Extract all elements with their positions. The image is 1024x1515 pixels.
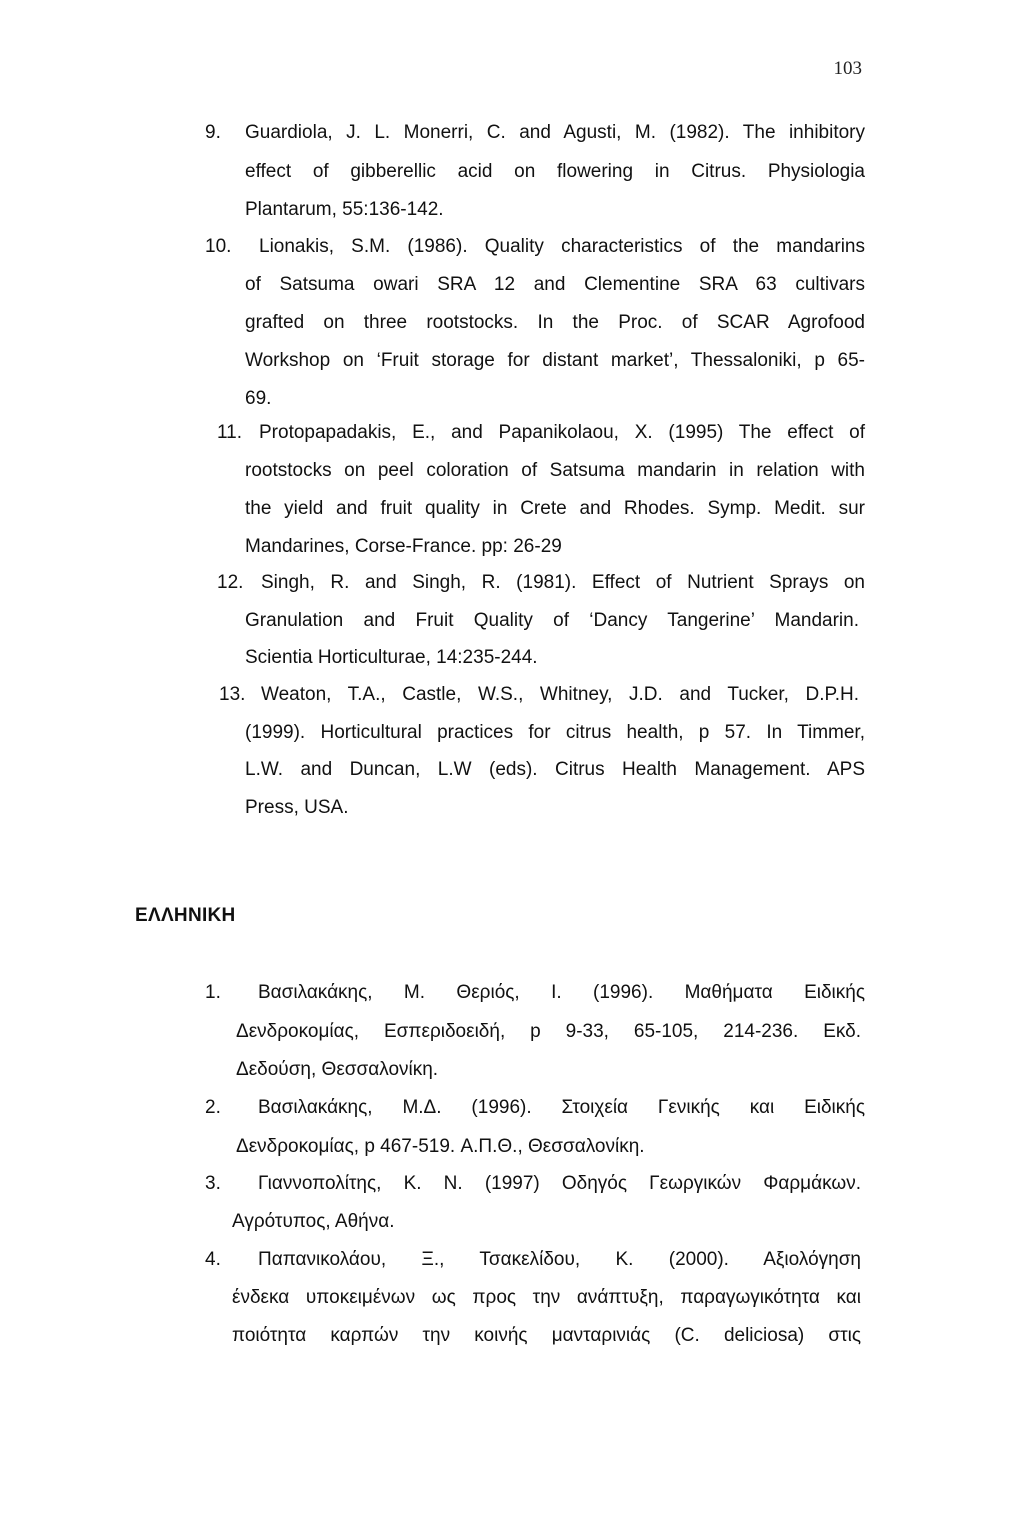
reference-number: 10. bbox=[205, 236, 232, 257]
reference-number: 9. bbox=[205, 122, 221, 143]
reference-line: the yield and fruit quality in Crete and Rhodes. Symp. Medit. sur bbox=[245, 498, 865, 519]
reference-line: Βασιλακάκης, Μ.Δ. (1996). Στοιχεία Γενικής και Ειδικής bbox=[258, 1097, 865, 1118]
reference-number: 4. bbox=[205, 1249, 221, 1270]
reference-line: Guardiola, J. L. Monerri, C. and Agusti, M. (1982). The inhibitory bbox=[245, 122, 865, 143]
reference-line: Lionakis, S.M. (1986). Quality characteristics of the mandarins bbox=[259, 236, 865, 257]
reference-line: Αγρότυπος, Αθήνα. bbox=[232, 1211, 395, 1232]
reference-line: Granulation and Fruit Quality of ‘Dancy Tangerine’ Mandarin. bbox=[245, 610, 859, 631]
reference-line: Singh, R. and Singh, R. (1981). Effect of Nutrient Sprays on bbox=[261, 572, 865, 593]
reference-line: Mandarines, Corse-France. pp: 26-29 bbox=[245, 536, 562, 557]
reference-line: (1999). Horticultural practices for citrus health, p 57. In Timmer, bbox=[245, 722, 865, 743]
reference-line: Workshop on ‘Fruit storage for distant market’, Thessaloniki, p 65- bbox=[245, 350, 865, 371]
reference-line: effect of gibberellic acid on flowering in Citrus. Physiologia bbox=[245, 161, 865, 182]
reference-line: Scientia Horticulturae, 14:235-244. bbox=[245, 647, 538, 668]
reference-number: 12. bbox=[217, 572, 244, 593]
reference-line: ποιότητα καρπών την κοινής μανταρινιάς (C. deliciosa) στις bbox=[232, 1325, 861, 1346]
reference-line: Δενδροκομίας, p 467-519. Α.Π.Θ., Θεσσαλονίκη. bbox=[236, 1136, 645, 1157]
reference-line: ένδεκα υποκειμένων ως προς την ανάπτυξη, παραγωγικότητα και bbox=[232, 1287, 861, 1308]
reference-line: 69. bbox=[245, 388, 272, 409]
reference-number: 11. bbox=[217, 422, 243, 443]
reference-line: Δεδούση, Θεσσαλονίκη. bbox=[236, 1059, 439, 1080]
reference-line: L.W. and Duncan, L.W (eds). Citrus Health Management. APS bbox=[245, 759, 865, 780]
reference-line: of Satsuma owari SRA 12 and Clementine SRA 63 cultivars bbox=[245, 274, 865, 295]
reference-line: rootstocks on peel coloration of Satsuma mandarin in relation with bbox=[245, 460, 865, 481]
section-heading: ΕΛΛΗΝΙΚΗ bbox=[135, 905, 236, 926]
reference-line: Γιαννοπολίτης, Κ. Ν. (1997) Οδηγός Γεωργικών Φαρμάκων. bbox=[258, 1173, 861, 1194]
reference-line: Βασιλακάκης, Μ. Θεριός, Ι. (1996). Μαθήματα Ειδικής bbox=[258, 982, 865, 1003]
page-number: 103 bbox=[833, 58, 862, 79]
reference-line: Δενδροκομίας, Εσπεριδοειδή, p 9-33, 65-105, 214-236. Εκδ. bbox=[236, 1021, 861, 1042]
reference-line: Παπανικολάου, Ξ., Τσακελίδου, Κ. (2000). Αξιολόγηση bbox=[258, 1249, 861, 1270]
reference-number: 3. bbox=[205, 1173, 221, 1194]
reference-line: Weaton, T.A., Castle, W.S., Whitney, J.D. and Tucker, D.P.H. bbox=[261, 684, 859, 705]
reference-line: Protopapadakis, E., and Papanikolaou, X. (1995) The effect of bbox=[259, 422, 865, 443]
reference-number: 1. bbox=[205, 982, 221, 1003]
reference-line: grafted on three rootstocks. In the Proc. of SCAR Agrofood bbox=[245, 312, 865, 333]
reference-line: Press, USA. bbox=[245, 797, 349, 818]
reference-number: 13. bbox=[219, 684, 246, 705]
reference-line: Plantarum, 55:136-142. bbox=[245, 199, 444, 220]
reference-number: 2. bbox=[205, 1097, 221, 1118]
